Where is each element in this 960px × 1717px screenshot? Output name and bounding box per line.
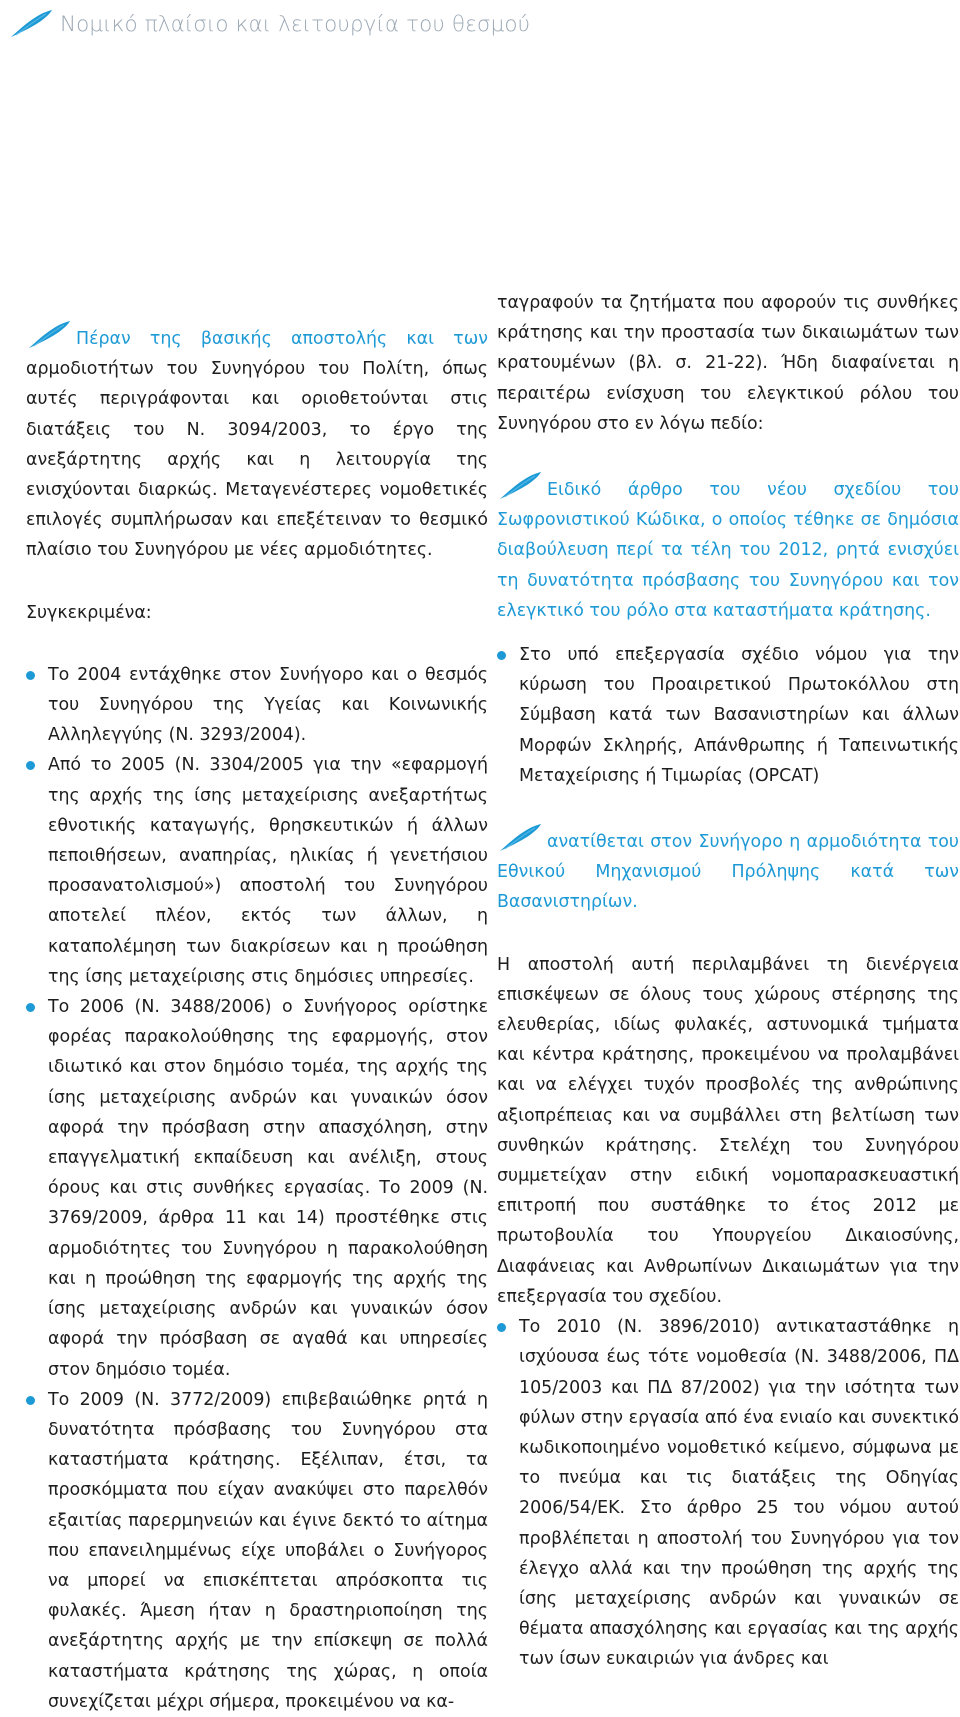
list-item: Στο υπό επεξεργασία σχέδιο νόμου για την κύρωση του Προαιρετικού Πρωτοκόλλου στη Σύμβαση κατά των Βασανιστηρίων και άλλων Μορφών Σκληρής, Απάνθρωπης ή Ταπεινωτικής Μεταχείρισης ή Τιμωρίας (OPCAT)	[497, 640, 959, 791]
opcat-bullet-list	[497, 640, 959, 791]
list-item: Το 2010 (Ν. 3896/2010) αντικαταστάθηκε η ισχύουσα έως τότε νομοθεσία (Ν. 3488/2006, ΠΔ 105/2003 και ΠΔ 87/2002) για την ισότητα των φύλων στην εργασία από ένα ενιαίο και συνεκτικό κωδικοποιημένο νομοθετικό κείμενο, σύμφωνα με το πνεύμα και τις διατάξεις της Οδηγίας 2006/54/ΕΚ. Στο άρθρο 25 του νόμου αυτού προβλέπεται η αποστολή του Συνηγόρου για τον έλεγχο αλλά και την προώθηση της αρχής της ίσης μεταχείρισης ανδρών και γυναικών σε θέματα απασχόλησης και εργασίας και της αρχής των ίσων ευκαιριών για άνδρες και	[497, 1312, 959, 1674]
highlight-paragraph-code	[497, 471, 959, 626]
intro-highlight: Πέραν της βασικής αποστολής και των	[76, 329, 488, 349]
page-title: Νομικό πλαίσιο και λειτουργία του θεσμού	[60, 11, 531, 37]
left-column	[26, 320, 488, 1717]
highlight-text: ανατίθεται στον Συνήγορο η αρμοδιότητα του Εθνικού Μηχανισμού Πρόληψης κατά των Βασανιστηρίων.	[497, 832, 959, 913]
highlight-paragraph-opcat	[497, 823, 959, 918]
law-2010-bullet-list	[497, 1312, 959, 1674]
intro-text: αρμοδιοτήτων του Συνηγόρου του Πολίτη, όπως αυτές περιγράφονται και οριοθετούνται στις διατάξεις του Ν. 3094/2003, το έργο της ανεξάρτητης αρχής και η λειτουργία της ενισχύονται διαρκώς. Μεταγενέστερες νομοθετικές επιλογές συμπλήρωσαν και επεξέτειναν το θεσμικό πλαίσιο του Συνηγόρου με νέες αρμοδιότητες.	[26, 359, 488, 561]
law-bullet-list	[26, 660, 488, 1717]
specifically-label: Συγκεκριμένα:	[26, 602, 152, 623]
highlight-text: Ειδικό άρθρο του νέου σχεδίου του Σωφρονιστικού Κώδικα, ο οποίος τέθηκε σε δημόσια διαβούλευση περί τα τέλη του 2012, ρητά ενισχύει τη δυνατότητα πρόσβασης του Συνηγόρου και τον ελεγκτικό του ρόλο στα καταστήματα κράτησης.	[497, 480, 959, 621]
list-item: Το 2009 (Ν. 3772/2009) επιβεβαιώθηκε ρητά η δυνατότητα πρόσβασης του Συνηγόρου στα καταστήματα κράτησης. Εξέλιπαν, έτσι, τα προσκόμματα που είχαν ανακύψει στο παρελθόν εξαιτίας παρερμηνειών και έγινε δεκτό το αίτημα που επανειλημμένως είχε υποβάλει ο Συνήγορος να μπορεί να επισκέπτεται απρόσκοπτα τις φυλακές. Άμεση ήταν η δραστηριοποίηση της ανεξάρτητης αρχής με την επίσκεψη σε πολλά καταστήματα κράτησης της χώρας, η οποία συνεχίζεται μέχρι σήμερα, προκειμένου να κα-	[26, 1385, 488, 1717]
right-column	[497, 288, 959, 1675]
continuation-paragraph: ταγραφούν τα ζητήματα που αφορούν τις συνθήκες κράτησης και την προστασία των δικαιωμάτων των κρατουμένων (βλ. σ. 21-22). Ήδη διαφαίνεται η περαιτέρω ενίσχυση του ελεγκτικού ρόλου του Συνηγόρου στο εν λόγω πεδίο:	[497, 293, 959, 434]
list-item: Το 2006 (Ν. 3488/2006) ο Συνήγορος ορίστηκε φορέας παρακολούθησης της εφαρμογής, στον ιδιωτικό και στον δημόσιο τομέα, της αρχής της ίσης μεταχείρισης ανδρών και γυναικών όσον αφορά την πρόσβαση στην απασχόληση, στην επαγγελματική εκπαίδευση και ανέλιξη, στους όρους και στις συνθήκες εργασίας. Το 2009 (Ν. 3769/2009, άρθρα 11 και 14) προστέθηκε στις αρμοδιότητες του Συνηγόρου η παρακολούθηση και η προώθηση της εφαρμογής της αρχής της ίσης μεταχείρισης ανδρών και γυναικών όσον αφορά την πρόσβαση σε αγαθά και υπηρεσίες στον δημόσιο τομέα.	[26, 992, 488, 1385]
brush-stroke-icon	[26, 320, 72, 350]
list-item: Το 2004 εντάχθηκε στον Συνήγορο και ο θεσμός του Συνηγόρου της Υγείας και Κοινωνικής Αλληλεγγύης (Ν. 3293/2004).	[26, 660, 488, 751]
page-header	[8, 4, 530, 44]
list-item: Από το 2005 (Ν. 3304/2005 για την «εφαρμογή της αρχής της ίσης μεταχείρισης ανεξαρτήτως εθνοτικής καταγωγής, θρησκευτικών ή άλλων πεποιθήσεων, αναπηρίας, ηλικίας ή γενετήσιου προσανατολισμού») αποστολή του Συνηγόρου αποτελεί πλέον, εκτός των άλλων, η καταπολέμηση των διακρίσεων και η προώθηση της ίσης μεταχείρισης στις δημόσιες υπηρεσίες.	[26, 750, 488, 992]
mission-paragraph: Η αποστολή αυτή περιλαμβάνει τη διενέργεια επισκέψεων σε όλους τους χώρους στέρησης της ελευθερίας, ιδίως φυλακές, αστυνομικά τμήματα και κέντρα κράτησης, προκειμένου να προλαμβάνει και να ελέγχει τυχόν προσβολές της ανθρώπινης αξιοπρέπειας και να συμβάλλει στη βελτίωση των συνθηκών κράτησης. Στελέχη του Συνηγόρου συμμετείχαν στην ειδική νομοπαρασκευαστική επιτροπή που συστάθηκε το έτος 2012 με πρωτοβουλία του Υπουργείου Δικαιοσύνης, Διαφάνειας και Ανθρωπίνων Δικαιωμάτων για την επεξεργασία του σχεδίου.	[497, 954, 959, 1307]
intro-paragraph	[26, 320, 488, 566]
brush-stroke-icon	[8, 9, 54, 39]
brush-stroke-icon	[497, 471, 543, 501]
brush-stroke-icon	[497, 823, 543, 853]
